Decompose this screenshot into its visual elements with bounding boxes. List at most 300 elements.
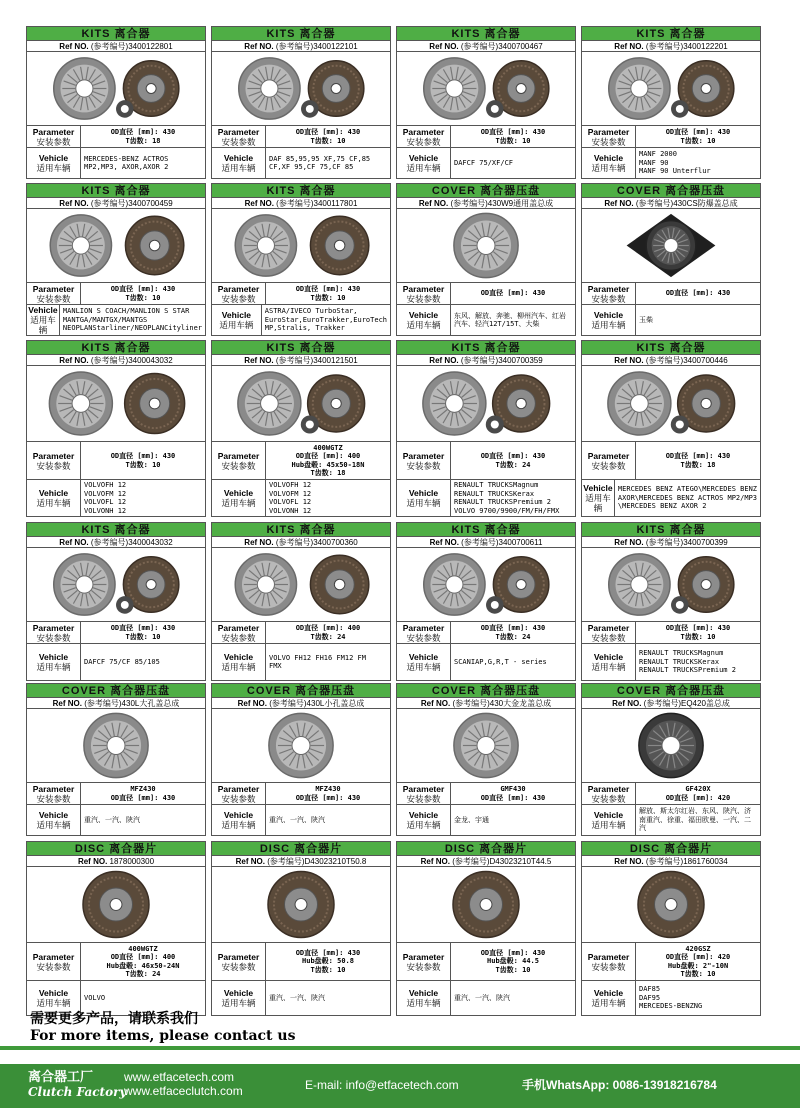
brand-logo: [28, 1070, 126, 1100]
product-image: [212, 548, 390, 622]
vehicle-label-cn: 适用车辆: [406, 163, 441, 173]
ref-number: (参考编号)3400700611: [461, 538, 543, 547]
product-card: [581, 26, 761, 179]
vehicle-values: [266, 644, 390, 680]
vehicle-label-cn: 适用车辆: [219, 320, 254, 330]
card-title: COVER 离合器压盘: [582, 184, 760, 198]
footer-bar: [0, 1064, 800, 1108]
parameter-label-cn: 安装参数: [406, 961, 441, 972]
vehicle-row: [582, 805, 760, 835]
parameter-label-cn: 安装参数: [406, 793, 441, 804]
website-link-1[interactable]: www.etfacetech.com: [124, 1070, 235, 1084]
card-ref: [212, 355, 390, 366]
parameter-value: OD直径 [mm]: 400: [295, 452, 361, 460]
vehicle-value: 东风、解放、奔驰、柳州汽车、红岩: [454, 311, 566, 320]
ref-label: Ref NO.: [612, 699, 642, 708]
vehicle-label: [397, 805, 451, 835]
card-title: DISC 离合器片: [27, 842, 205, 856]
vehicle-label-en: Vehicle: [408, 810, 439, 820]
vehicle-value: AXOR\MERCEDES BENZ ACTROS MP2/MP3: [617, 493, 757, 502]
vehicle-row: [27, 480, 205, 516]
parameter-values: [636, 442, 760, 479]
parameter-values: [636, 622, 760, 643]
card-title: DISC 离合器片: [397, 842, 575, 856]
product-card: [581, 340, 761, 517]
vehicle-label: [397, 981, 451, 1015]
vehicle-label-en: Vehicle: [223, 810, 254, 820]
vehicle-value: SCANIAP,G,R,T - series: [454, 657, 547, 666]
card-ref: [582, 41, 760, 52]
parameter-row: [582, 442, 760, 480]
product-image: [27, 867, 205, 943]
parameter-label: [582, 283, 636, 304]
ref-number: (参考编号)EQ420盖总成: [643, 699, 730, 708]
vehicle-row: [27, 644, 205, 680]
ref-label: Ref NO.: [420, 857, 450, 866]
email-contact[interactable]: E-mail: info@etfacetech.com: [305, 1078, 459, 1092]
card-ref: [212, 698, 390, 709]
product-card: [581, 522, 761, 681]
parameter-value: GF420X: [685, 785, 711, 793]
vehicle-row: [582, 644, 760, 680]
vehicle-label-cn: 适用车辆: [406, 820, 441, 830]
parameter-values: [266, 283, 390, 304]
parameter-row: [27, 622, 205, 644]
parameter-label-cn: 安装参数: [221, 460, 256, 471]
parameter-label-cn: 安装参数: [406, 460, 441, 471]
parameter-label-en: Parameter: [32, 622, 75, 633]
card-ref: [582, 355, 760, 366]
vehicle-label-en: Vehicle: [593, 810, 624, 820]
vehicle-label-cn: 适用车辆: [221, 998, 256, 1008]
vehicle-value: MP2,MP3, AXOR,AXOR 2: [84, 163, 169, 171]
parameter-row: [397, 283, 575, 305]
vehicle-label-cn: 适用车辆: [221, 163, 256, 173]
parameter-row: [582, 283, 760, 305]
ref-label: Ref NO.: [614, 42, 644, 51]
ref-number: (参考编号)430W9通用盖总成: [450, 199, 554, 208]
parameter-values: [636, 126, 760, 147]
parameter-value: T齿数: 10: [495, 965, 531, 974]
vehicle-value: 玉柴: [639, 315, 653, 324]
product-card: [211, 183, 391, 336]
parameter-label: [582, 783, 636, 804]
vehicle-label-en: Vehicle: [38, 810, 69, 820]
vehicle-label-en: Vehicle: [38, 652, 69, 662]
vehicle-value: 重汽、一汽、陕汽: [269, 993, 325, 1002]
ref-label: Ref NO.: [614, 356, 644, 365]
parameter-value: OD直径 [mm]: 430: [480, 793, 546, 802]
card-title: COVER 离合器压盘: [212, 684, 390, 698]
parameter-value: T齿数: 18: [310, 469, 346, 477]
vehicle-row: [212, 148, 390, 178]
parameter-value: T齿数: 18: [125, 136, 161, 145]
parameter-value: OD直径 [mm]: 420: [665, 953, 731, 961]
vehicle-value: VOLVO: [84, 993, 106, 1002]
parameter-label-en: Parameter: [587, 283, 630, 294]
parameter-value: T齿数: 10: [125, 293, 161, 302]
parameter-label-en: Parameter: [32, 951, 75, 962]
vehicle-value: VOLVONH 12: [84, 506, 127, 515]
vehicle-value: VOLVOFH 12: [84, 481, 127, 489]
product-card: [581, 683, 761, 836]
vehicle-label-en: Vehicle: [593, 988, 624, 998]
parameter-label-cn: 安装参数: [221, 632, 256, 643]
parameter-label-en: Parameter: [217, 126, 260, 137]
parameter-label: [397, 783, 451, 804]
vehicle-row: [397, 644, 575, 680]
vehicle-row: [212, 805, 390, 835]
parameter-row: [212, 283, 390, 305]
product-image: [582, 209, 760, 283]
card-title: KITS 离合器: [212, 523, 390, 537]
parameter-label-en: Parameter: [217, 283, 260, 294]
vehicle-values: [636, 981, 760, 1015]
parameter-label-en: Parameter: [402, 450, 445, 461]
ref-number: (参考编号)3400122101: [275, 42, 358, 51]
parameter-label: [212, 783, 266, 804]
ref-label: Ref NO.: [244, 538, 274, 547]
card-ref: [27, 856, 205, 867]
product-image: [582, 548, 760, 622]
parameter-label: [397, 283, 451, 304]
parameter-value: OD直径 [mm]: 430: [110, 452, 176, 460]
parameter-row: [27, 943, 205, 981]
card-ref: [397, 698, 575, 709]
parameter-value: OD直径 [mm]: 430: [665, 452, 731, 460]
parameter-row: [397, 943, 575, 981]
ref-number: (参考编号)3400700446: [645, 356, 728, 365]
vehicle-values: [266, 805, 390, 835]
vehicle-values: [451, 644, 575, 680]
website-link-2[interactable]: www.etfaceclutch.com: [124, 1084, 243, 1098]
parameter-row: [397, 783, 575, 805]
parameter-label-cn: 安装参数: [221, 961, 256, 972]
parameter-value: T齿数: 10: [310, 965, 346, 974]
parameter-values: [451, 783, 575, 804]
vehicle-value: 金龙、宇通: [454, 815, 489, 824]
parameter-label: [397, 442, 451, 479]
card-ref: [397, 198, 575, 209]
card-title: COVER 离合器压盘: [397, 184, 575, 198]
parameter-value: T齿数: 10: [495, 136, 531, 145]
parameter-values: [451, 283, 575, 304]
parameter-row: [212, 622, 390, 644]
vehicle-values: [81, 480, 205, 516]
parameter-row: [212, 783, 390, 805]
parameter-label-cn: 安装参数: [36, 293, 71, 304]
card-title: COVER 离合器压盘: [27, 684, 205, 698]
product-card: [211, 340, 391, 517]
parameter-value: T齿数: 10: [310, 136, 346, 145]
vehicle-label-en: Vehicle: [593, 310, 624, 320]
vehicle-value: 解放、斯太尔红岩、东风、陕汽、济: [639, 807, 751, 816]
vehicle-row: [582, 981, 760, 1015]
vehicle-row: [212, 305, 390, 335]
ref-number: (参考编号)3400122201: [645, 42, 728, 51]
card-ref: [27, 355, 205, 366]
product-image: [397, 548, 575, 622]
vehicle-value: RENAULT TRUCKSPremium 2: [639, 666, 736, 675]
parameter-label: [212, 283, 266, 304]
vehicle-value: MANTGA/MANTGX/MANTGS: [62, 315, 148, 324]
vehicle-value: 南重汽、徐重、福田欧曼、一汽、二: [639, 815, 751, 824]
ref-label: Ref NO.: [237, 699, 267, 708]
parameter-label-cn: 安装参数: [591, 136, 626, 147]
parameter-values: [451, 622, 575, 643]
parameter-label-en: Parameter: [32, 126, 75, 137]
more-items-cn: 需要更多产品，请联系我们: [30, 1011, 198, 1027]
vehicle-row: [397, 148, 575, 178]
card-title: KITS 离合器: [397, 27, 575, 41]
vehicle-values: [451, 148, 575, 178]
vehicle-label: [582, 981, 636, 1015]
product-card: [26, 26, 206, 179]
vehicle-label-en: Vehicle: [223, 652, 254, 662]
ref-label: Ref NO.: [59, 538, 89, 547]
card-title: COVER 离合器压盘: [397, 684, 575, 698]
parameter-label: [212, 126, 266, 147]
parameter-value: OD直径 [mm]: 430: [480, 289, 546, 298]
parameter-label: [27, 943, 81, 980]
card-ref: [27, 41, 205, 52]
parameter-label-en: Parameter: [587, 126, 630, 137]
card-ref: [212, 198, 390, 209]
product-card: [396, 841, 576, 1016]
vehicle-value: MP,Stralis, Trakker: [264, 324, 345, 333]
vehicle-label: [212, 305, 262, 335]
parameter-label-en: Parameter: [587, 450, 630, 461]
vehicle-label-cn: 适用车辆: [36, 998, 71, 1008]
vehicle-value: DAFCF 75/CF 85/105: [84, 657, 160, 666]
product-card: [396, 683, 576, 836]
vehicle-label-cn: 适用车辆: [36, 662, 71, 672]
product-card: [26, 340, 206, 517]
vehicle-row: [212, 480, 390, 516]
vehicle-label-en: Vehicle: [28, 305, 58, 315]
vehicle-label: [582, 644, 636, 680]
parameter-row: [212, 943, 390, 981]
vehicle-row: [212, 644, 390, 680]
vehicle-label: [27, 148, 81, 178]
vehicle-label: [582, 305, 636, 335]
ref-number: (参考编号)3400117801: [276, 199, 358, 208]
ref-label: Ref NO.: [429, 356, 459, 365]
vehicle-label-en: Vehicle: [38, 988, 69, 998]
vehicle-row: [27, 305, 205, 335]
brand-name-en: Clutch Factory: [28, 1085, 127, 1099]
card-title: KITS 离合器: [27, 523, 205, 537]
vehicle-values: [451, 805, 575, 835]
parameter-value: Hub盘毂: 2"-10N: [667, 961, 729, 970]
parameter-label-cn: 安装参数: [591, 793, 626, 804]
vehicle-value: RENAULT TRUCKSKerax: [639, 657, 720, 666]
parameter-values: [636, 283, 760, 304]
parameter-label-cn: 安装参数: [591, 632, 626, 643]
card-ref: [212, 41, 390, 52]
parameter-values: [266, 126, 390, 147]
vehicle-label-cn: 适用车辆: [591, 820, 626, 830]
parameter-values: [266, 783, 390, 804]
vehicle-label-cn: 适用车辆: [221, 820, 256, 830]
parameter-label-en: Parameter: [217, 951, 260, 962]
parameter-label: [27, 283, 81, 304]
parameter-row: [27, 783, 205, 805]
card-title: KITS 离合器: [397, 341, 575, 355]
parameter-value: OD直径 [mm]: 430: [295, 793, 361, 802]
vehicle-row: [397, 305, 575, 335]
parameter-label-en: Parameter: [402, 283, 445, 294]
vehicle-label-cn: 适用车辆: [406, 498, 441, 508]
parameter-value: Hub盘毂: 46x50-24N: [106, 961, 180, 970]
ref-label: Ref NO.: [52, 699, 82, 708]
vehicle-label: [212, 148, 266, 178]
vehicle-label-en: Vehicle: [593, 153, 624, 163]
product-image: [27, 52, 205, 126]
parameter-label-en: Parameter: [587, 783, 630, 794]
vehicle-value: 重汽、一汽、陕汽: [84, 815, 140, 824]
vehicle-label-cn: 适用车辆: [591, 320, 626, 330]
vehicle-value: MANLION S COACH/MANLION S STAR: [62, 307, 190, 316]
product-image: [582, 366, 760, 442]
vehicle-row: [582, 305, 760, 335]
vehicle-label: [212, 644, 266, 680]
ref-label: Ref NO.: [59, 42, 89, 51]
parameter-value: OD直径 [mm]: 430: [665, 289, 731, 298]
vehicle-label-en: Vehicle: [408, 153, 439, 163]
product-card: [581, 183, 761, 336]
ref-number: (参考编号)3400700360: [275, 538, 358, 547]
parameter-values: [81, 283, 205, 304]
parameter-values: [81, 943, 205, 980]
product-image: [212, 52, 390, 126]
product-image: [212, 867, 390, 943]
parameter-label-en: Parameter: [402, 951, 445, 962]
vehicle-values: [266, 148, 390, 178]
product-image: [397, 52, 575, 126]
product-image: [212, 709, 390, 783]
product-card: [581, 841, 761, 1016]
parameter-values: [636, 783, 760, 804]
vehicle-row: [397, 480, 575, 516]
product-card: [396, 522, 576, 681]
parameter-label-en: Parameter: [32, 450, 75, 461]
card-title: KITS 离合器: [27, 184, 205, 198]
vehicle-value: EuroStar,EuroTrakker,EuroTech: [264, 315, 387, 324]
vehicle-row: [397, 805, 575, 835]
card-title: KITS 离合器: [582, 341, 760, 355]
ref-label: Ref NO.: [59, 356, 89, 365]
vehicle-value: NEOPLANStarliner/NEOPLANCityliner: [62, 324, 202, 333]
parameter-value: OD直径 [mm]: 400: [110, 953, 176, 961]
card-ref: [27, 198, 205, 209]
vehicle-value: RENAULT TRUCKSMagnum: [454, 481, 539, 489]
ref-label: Ref NO.: [614, 857, 644, 866]
parameter-value: MFZ430: [130, 785, 156, 793]
parameter-values: [81, 442, 205, 479]
vehicle-value: MERCEDES-BENZNG: [639, 1002, 703, 1011]
parameter-value: MFZ430: [315, 785, 341, 793]
vehicle-values: [636, 148, 760, 178]
brand-name-cn: 离合器工厂: [28, 1070, 94, 1085]
product-image: [27, 709, 205, 783]
ref-number: (参考编号)430大金龙盖总成: [452, 699, 552, 708]
product-image: [397, 867, 575, 943]
product-grid: [26, 26, 776, 1011]
parameter-label: [582, 622, 636, 643]
vehicle-value: RENAULT TRUCKSKerax: [454, 489, 535, 498]
parameter-values: [81, 783, 205, 804]
parameter-value: OD直径 [mm]: 400: [295, 624, 361, 632]
vehicle-value: VOLVOFL 12: [269, 498, 312, 506]
parameter-label-cn: 安装参数: [36, 632, 71, 643]
vehicle-label: [212, 480, 266, 516]
parameter-row: [397, 442, 575, 480]
ref-label: Ref NO.: [604, 199, 634, 208]
parameter-value: GMF430: [500, 785, 526, 793]
vehicle-label-cn: 适用车辆: [36, 820, 71, 830]
vehicle-value: \MERCEDES BENZ AXOR 2: [617, 502, 707, 511]
ref-number: (参考编号)1861760034: [645, 857, 728, 866]
vehicle-values: [451, 305, 575, 335]
vehicle-value: DAF95: [639, 993, 661, 1002]
parameter-row: [27, 126, 205, 148]
vehicle-value: MERCEDES BENZ ATEGO\MERCEDES BENZ: [617, 485, 757, 494]
parameter-value: T齿数: 24: [310, 632, 346, 641]
parameter-row: [27, 442, 205, 480]
parameter-label-en: Parameter: [217, 450, 260, 461]
parameter-label: [27, 126, 81, 147]
card-ref: [27, 537, 205, 548]
vehicle-value: DAF 85,95,95 XF,75 CF,85: [269, 154, 371, 163]
parameter-row: [582, 126, 760, 148]
vehicle-label-en: Vehicle: [223, 153, 254, 163]
vehicle-row: [582, 148, 760, 178]
vehicle-value: DAFCF 75/XF/CF: [454, 158, 514, 167]
parameter-label-en: Parameter: [402, 126, 445, 137]
vehicle-label: [27, 480, 81, 516]
parameter-values: [636, 943, 760, 980]
vehicle-value: ASTRA/IVECO TurboStar,: [264, 307, 358, 316]
vehicle-label-en: Vehicle: [221, 310, 252, 320]
ref-label: Ref NO.: [77, 857, 108, 866]
parameter-value: Hub盘毂: 50.8: [302, 957, 354, 966]
parameter-label-cn: 安装参数: [591, 460, 626, 471]
ref-number: (参考编号)3400122801: [90, 42, 173, 51]
parameter-value: OD直径 [mm]: 430: [295, 948, 361, 957]
ref-number: (参考编号)430L大孔盖总成: [84, 699, 180, 708]
parameter-label: [212, 442, 266, 479]
parameter-label-cn: 安装参数: [36, 460, 71, 471]
vehicle-value: VOLVOFM 12: [84, 489, 127, 498]
vehicle-values: [636, 305, 760, 335]
card-title: KITS 离合器: [27, 341, 205, 355]
vehicle-label: [27, 644, 81, 680]
parameter-label: [212, 943, 266, 980]
parameter-value: 400WGTZ: [128, 944, 158, 953]
card-title: KITS 离合器: [27, 27, 205, 41]
parameter-value: T齿数: 24: [125, 970, 161, 978]
vehicle-label-cn: 适用车辆: [591, 998, 626, 1008]
parameter-label: [582, 126, 636, 147]
card-title: KITS 离合器: [212, 341, 390, 355]
vehicle-label: [27, 805, 81, 835]
parameter-label-cn: 安装参数: [36, 793, 71, 804]
product-card: [211, 522, 391, 681]
parameter-label: [27, 622, 81, 643]
parameter-label-en: Parameter: [32, 283, 75, 294]
vehicle-label-en: Vehicle: [38, 153, 69, 163]
